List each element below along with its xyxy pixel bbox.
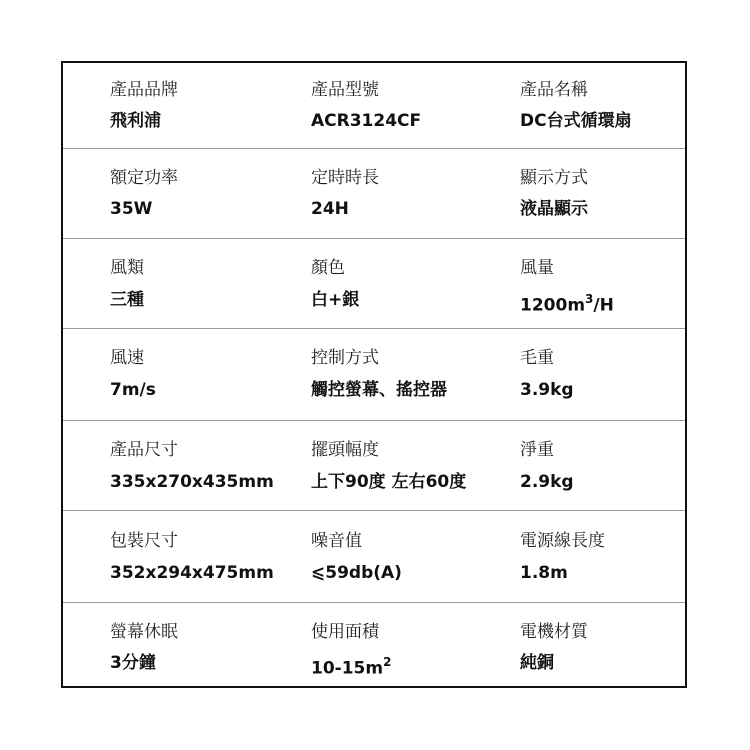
spec-value: DC台式循環扇 (520, 111, 632, 131)
spec-label: 風速 (110, 348, 144, 368)
spec-value (311, 653, 391, 679)
spec-label: 噪音值 (311, 531, 362, 551)
spec-label: 使用面積 (311, 622, 379, 642)
spec-label: 顏色 (311, 258, 345, 278)
spec-value-suffix: /H (593, 295, 614, 316)
spec-label: 擺頭幅度 (311, 440, 379, 460)
spec-row (63, 421, 685, 511)
spec-value: ⩽59db(A) (311, 563, 402, 583)
spec-value: 純銅 (520, 653, 554, 673)
spec-label: 包裝尺寸 (110, 531, 178, 551)
spec-value: 24H (311, 199, 349, 219)
spec-row (63, 149, 685, 239)
spec-value: 液晶顯示 (520, 199, 588, 219)
spec-label: 定時時長 (311, 168, 379, 188)
spec-label: 電源線長度 (520, 531, 605, 551)
spec-label: 風量 (520, 258, 554, 278)
spec-value: 35W (110, 199, 153, 219)
spec-label: 額定功率 (110, 168, 178, 188)
spec-label: 電機材質 (520, 622, 588, 642)
spec-value: 7m/s (110, 380, 156, 400)
spec-row (63, 511, 685, 603)
spec-value: 2.9kg (520, 472, 574, 492)
spec-value-superscript: 3 (585, 292, 594, 306)
spec-label: 控制方式 (311, 348, 379, 368)
spec-value: 352x294x475mm (110, 563, 274, 583)
spec-value-superscript: 2 (383, 655, 392, 669)
spec-value: ACR3124CF (311, 111, 422, 131)
spec-value: 白+銀 (311, 290, 360, 310)
spec-label: 淨重 (520, 440, 554, 460)
spec-label: 產品型號 (311, 80, 379, 100)
spec-label: 產品品牌 (110, 80, 178, 100)
spec-value: 三種 (110, 290, 144, 310)
spec-label: 產品尺寸 (110, 440, 178, 460)
spec-label: 螢幕休眠 (110, 622, 178, 642)
spec-label: 顯示方式 (520, 168, 588, 188)
spec-value: 觸控螢幕、搖控器 (311, 380, 447, 400)
spec-value: 3.9kg (520, 380, 574, 400)
spec-value: 1.8m (520, 563, 568, 583)
spec-value: 3分鐘 (110, 653, 156, 673)
spec-value-main: 10-15m (311, 658, 384, 679)
spec-label: 產品名稱 (520, 80, 588, 100)
spec-label: 毛重 (520, 348, 554, 368)
spec-row (63, 239, 685, 329)
spec-row (63, 329, 685, 421)
spec-table (61, 61, 687, 688)
spec-value: 飛利浦 (110, 111, 161, 131)
spec-value-main: 1200m (520, 295, 586, 316)
spec-label: 風類 (110, 258, 144, 278)
spec-value: 上下90度 左右60度 (311, 472, 467, 492)
spec-value: 335x270x435mm (110, 472, 274, 492)
spec-row (63, 603, 685, 686)
spec-row (63, 63, 685, 149)
spec-value (520, 290, 614, 316)
